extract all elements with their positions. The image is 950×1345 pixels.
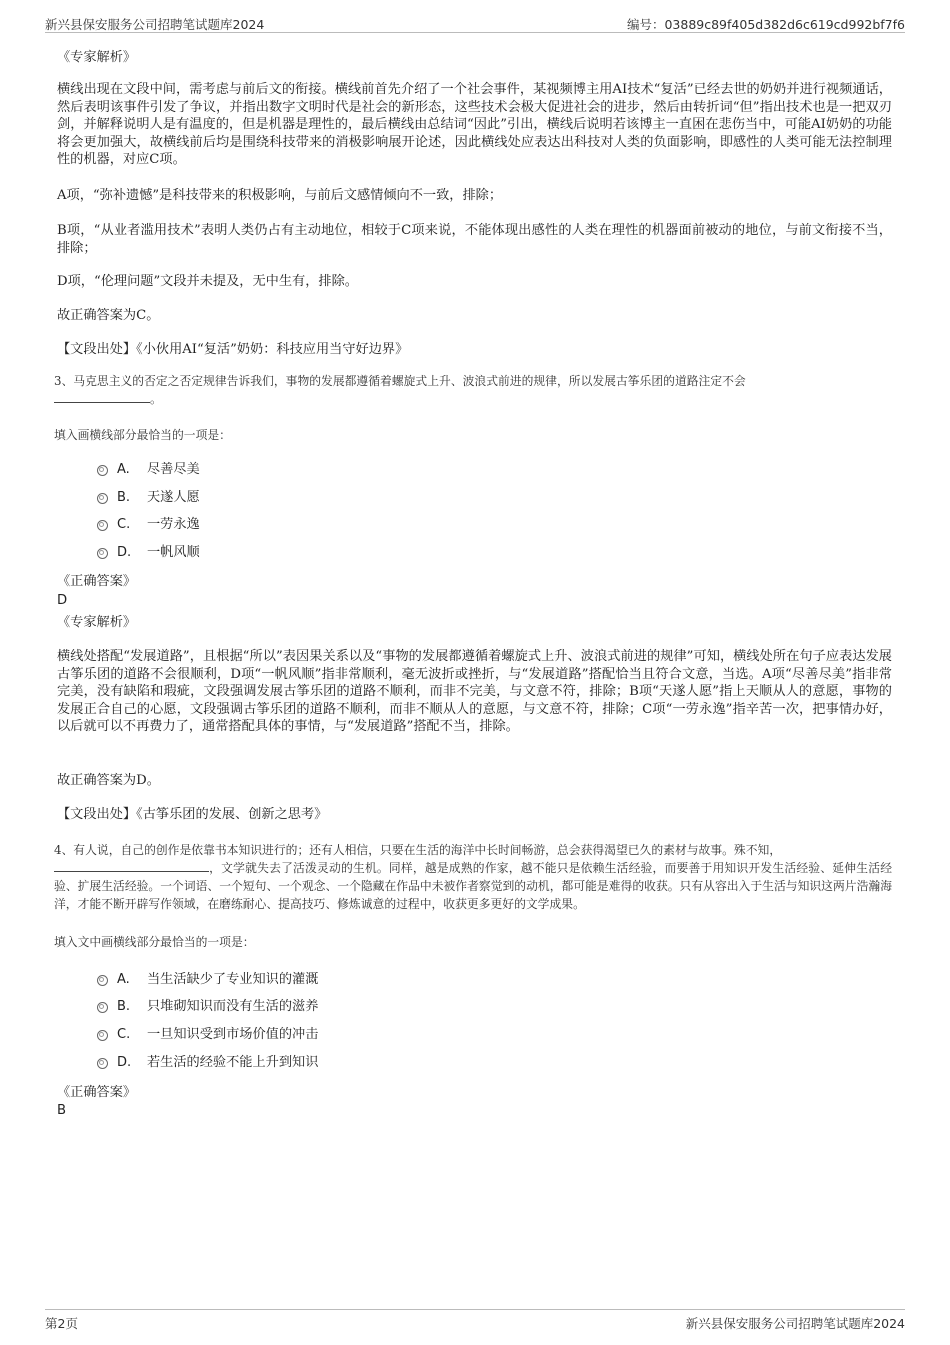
q2-analysis-title: 《专家解析》 bbox=[57, 50, 137, 65]
q3-answer-title: 《正确答案》 bbox=[57, 574, 137, 589]
option-text: 天遂人愿 bbox=[147, 490, 200, 505]
q2-option-d-analysis: D项，“伦理问题”文段并未提及，无中生有，排除。 bbox=[57, 274, 358, 289]
option-letter: A. bbox=[117, 972, 130, 987]
option-letter: B. bbox=[117, 999, 131, 1014]
q3-analysis-title: 《专家解析》 bbox=[57, 615, 137, 630]
footer-title: 新兴县保安服务公司招聘笔试题库2024 bbox=[685, 1316, 905, 1331]
q3-analysis: 横线处搭配“发展道路”，且根据“所以”表因果关系以及“事物的发展都遵循着螺旋式上升、波浪式前进的规律”可知，横线处所在句子应表达发展古筝乐团的道路不会很顺利，D项“一帆风顺”指非常顺利，毫无波折或挫折，与“发展道路”搭配恰当且符合文意，当选。A项“尽善尽美”指非常完美，没有缺陷和瑕疵，文段强调发展古筝乐团的道路不顺利，而非不完美，与文意不符，排除；B项“天遂人愿”指上天顺从人的意愿，事物的发展正合自己的心愿，文段强调古筝乐团的道路不顺利，而非不顺从人的意愿，与文意不符，排除；C项“一劳永逸”指辛苦一次，把事情办好，以后就可以不再费力了，通常搭配具体的事情，与“发展道路”搭配不当，排除。 bbox=[57, 649, 892, 734]
q3-conclusion: 故正确答案为D。 bbox=[57, 773, 160, 788]
header-doc-id: 编号：03889c89f405d382d6c619cd992bf7f6 bbox=[626, 17, 905, 32]
option-letter: A. bbox=[117, 462, 130, 477]
q2-source: 【文段出处】《小伙用AI“复活”奶奶：科技应用当守好边界》 bbox=[57, 342, 409, 357]
radio-icon[interactable] bbox=[97, 1002, 108, 1013]
option-text: 一劳永逸 bbox=[147, 517, 200, 532]
radio-icon[interactable] bbox=[97, 520, 108, 531]
q3-source: 【文段出处】《古筝乐团的发展、创新之思考》 bbox=[57, 807, 328, 822]
option-text: 若生活的经验不能上升到知识 bbox=[147, 1055, 319, 1070]
q3-blank bbox=[54, 390, 150, 403]
page-number: 第2页 bbox=[45, 1316, 78, 1331]
option-text: 只堆砌知识而没有生活的滋养 bbox=[147, 999, 319, 1014]
radio-icon[interactable] bbox=[97, 1058, 108, 1069]
q3-instruction: 填入画横线部分最恰当的一项是： bbox=[54, 428, 231, 442]
radio-icon[interactable] bbox=[97, 493, 108, 504]
q3-stem bbox=[54, 372, 892, 408]
radio-icon[interactable] bbox=[97, 1030, 108, 1041]
option-letter: C. bbox=[117, 1027, 131, 1042]
header-title: 新兴县保安服务公司招聘笔试题库2024 bbox=[45, 17, 265, 32]
option-letter: C. bbox=[117, 517, 131, 532]
q4-stem-rest: ，文学就失去了活泼灵动的生机。同样，越是成熟的作家，越不能只是依赖生活经验，而要善于用知识开发生活经验、延伸生活经验、扩展生活经验。一个词语、一个短句、一个观念、一个隐藏在作品中未被作者察觉到的动机，都可能是难得的收获。只有从容出入于生活与知识这两片浩瀚海洋，才能不断开辟写作领域，在磨练耐心、提高技巧、修炼诚意的过程中，收获更多更好的文学成果。 bbox=[54, 861, 892, 911]
q2-option-a-analysis: A项，“弥补遗憾”是科技带来的积极影响，与前后文感情倾向不一致，排除； bbox=[57, 188, 503, 203]
q3-stem-end: 。 bbox=[150, 392, 162, 406]
q2-option-b-analysis: B项，“从业者滥用技术”表明人类仍占有主动地位，相较于C项来说，不能体现出感性的人类在理性的机器面前被动的地位，与前文衔接不当，排除； bbox=[57, 223, 892, 256]
option-letter: D. bbox=[117, 1055, 132, 1070]
option-letter: B. bbox=[117, 490, 131, 505]
page-header bbox=[45, 12, 905, 33]
q4-stem bbox=[54, 841, 892, 913]
q3-stem-text: 3、马克思主义的否定之否定规律告诉我们，事物的发展都遵循着螺旋式上升、波浪式前进的规律，所以发展古筝乐团的道路注定不会 bbox=[54, 374, 746, 388]
option-text: 一帆风顺 bbox=[147, 545, 200, 560]
option-letter: D. bbox=[117, 545, 132, 560]
option-text: 尽善尽美 bbox=[147, 462, 200, 477]
q2-conclusion: 故正确答案为C。 bbox=[57, 308, 160, 323]
page-footer bbox=[45, 1309, 905, 1332]
q4-answer-title: 《正确答案》 bbox=[57, 1085, 137, 1100]
q2-analysis: 横线出现在文段中间，需考虑与前后文的衔接。横线前首先介绍了一个社会事件，某视频博主用AI技术“复活”已经去世的奶奶并进行视频通话，然后表明该事件引发了争议，并指出数字文明时代是社会的新形态，这些技术会极大促进社会的进步，然后由转折词“但”指出技术也是一把双刃剑，并解释说明人是有温度的，但是机器是理性的，最后横线由总结词“因此”引出，横线后说明若该博主一直困在悲伤当中，可能AI奶奶的功能将会更加强大，故横线前后均是围绕科技带来的消极影响展开论述，因此横线处应表达出科技对人类的负面影响，即感性的人类可能无法控制理性的机器，对应C项。 bbox=[57, 82, 892, 167]
q4-instruction: 填入文中画横线部分最恰当的一项是： bbox=[54, 935, 255, 949]
q4-answer: B bbox=[57, 1103, 67, 1118]
option-text: 当生活缺少了专业知识的灌溉 bbox=[147, 972, 319, 987]
option-text: 一旦知识受到市场价值的冲击 bbox=[147, 1027, 319, 1042]
radio-icon[interactable] bbox=[97, 465, 108, 476]
radio-icon[interactable] bbox=[97, 548, 108, 559]
q4-blank bbox=[54, 859, 209, 872]
q3-answer: D bbox=[57, 593, 68, 608]
q4-stem-text: 4、有人说，自己的创作是依靠书本知识进行的；还有人相信，只要在生活的海洋中长时间畅游，总会获得渴望已久的素材与故事。殊不知， bbox=[54, 843, 782, 857]
radio-icon[interactable] bbox=[97, 975, 108, 986]
